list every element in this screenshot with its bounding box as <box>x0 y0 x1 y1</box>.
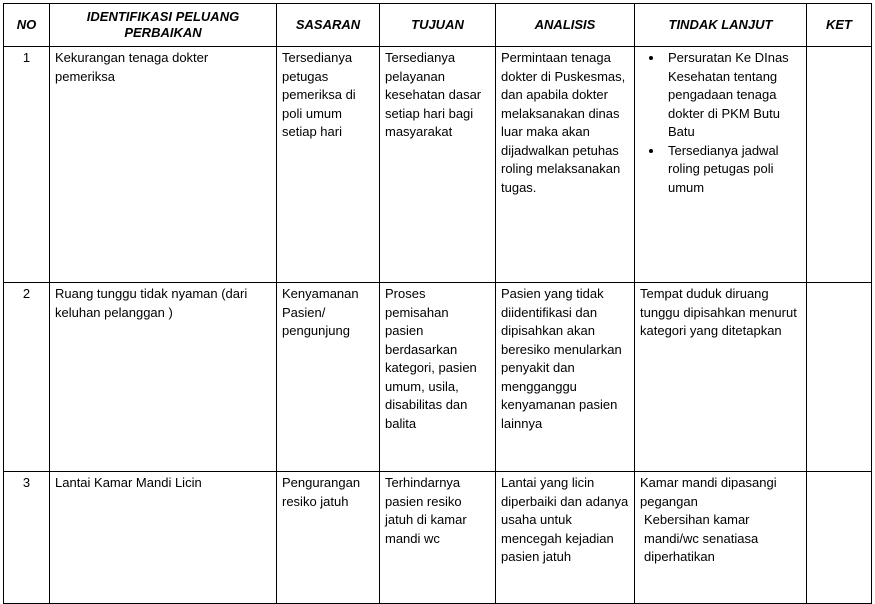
tindak-lanjut-line: Kebersihan kamar mandi/wc senatiasa diperhatikan <box>644 512 759 564</box>
cell-tujuan: Proses pemisahan pasien berdasarkan kategori, pasien umum, usila, disabilitas dan balita <box>380 283 496 472</box>
cell-ket <box>807 47 872 283</box>
header-tindak-lanjut: TINDAK LANJUT <box>635 4 807 47</box>
cell-analisis: Pasien yang tidak diidentifikasi dan dipisahkan akan beresiko menularkan penyakit dan mengganggu kenyamanan pasien lainnya <box>496 283 635 472</box>
cell-ket <box>807 472 872 604</box>
header-row <box>4 4 872 47</box>
cell-no: 1 <box>4 47 50 283</box>
improvement-table <box>3 3 872 604</box>
header-no: NO <box>4 4 50 47</box>
header-sasaran: SASARAN <box>277 4 380 47</box>
table-row <box>4 47 872 283</box>
table-row <box>4 472 872 604</box>
header-tujuan: TUJUAN <box>380 4 496 47</box>
cell-identifikasi: Ruang tunggu tidak nyaman (dari keluhan pelanggan ) <box>50 283 277 472</box>
tindak-lanjut-line: Kamar mandi dipasangi pegangan <box>640 475 777 509</box>
cell-tindak-lanjut <box>635 472 807 604</box>
cell-analisis: Permintaan tenaga dokter di Puskesmas, dan apabila dokter melaksanakan dinas luar maka akan dijadwalkan petuhas roling melaksanakan tugas. <box>496 47 635 283</box>
cell-tindak-lanjut <box>635 47 807 283</box>
header-analisis: ANALISIS <box>496 4 635 47</box>
cell-identifikasi: Kekurangan tenaga dokter pemeriksa <box>50 47 277 283</box>
cell-tujuan: Tersedianya pelayanan kesehatan dasar setiap hari bagi masyarakat <box>380 47 496 283</box>
cell-no: 3 <box>4 472 50 604</box>
tindak-lanjut-list <box>640 49 801 197</box>
header-ket: KET <box>807 4 872 47</box>
list-item: • Tersedianya jadwal roling petugas poli umum <box>664 142 801 198</box>
header-identifikasi: IDENTIFIKASI PELUANG PERBAIKAN <box>50 4 277 47</box>
cell-tujuan: Terhindarnya pasien resiko jatuh di kamar mandi wc <box>380 472 496 604</box>
cell-no: 2 <box>4 283 50 472</box>
cell-ket <box>807 283 872 472</box>
cell-sasaran: Tersedianya petugas pemeriksa di poli umum setiap hari <box>277 47 380 283</box>
cell-sasaran: Kenyamanan Pasien/ pengunjung <box>277 283 380 472</box>
cell-analisis: Lantai yang licin diperbaiki dan adanya usaha untuk mencegah kejadian pasien jatuh <box>496 472 635 604</box>
tindak-lanjut-line: Tempat duduk diruang tunggu dipisahkan menurut kategori yang ditetapkan <box>640 286 797 338</box>
cell-identifikasi: Lantai Kamar Mandi Licin <box>50 472 277 604</box>
cell-sasaran: Pengurangan resiko jatuh <box>277 472 380 604</box>
cell-tindak-lanjut <box>635 283 807 472</box>
list-item: • Persuratan Ke DInas Kesehatan tentang pengadaan tenaga dokter di PKM Butu Batu <box>664 49 801 142</box>
table-row <box>4 283 872 472</box>
